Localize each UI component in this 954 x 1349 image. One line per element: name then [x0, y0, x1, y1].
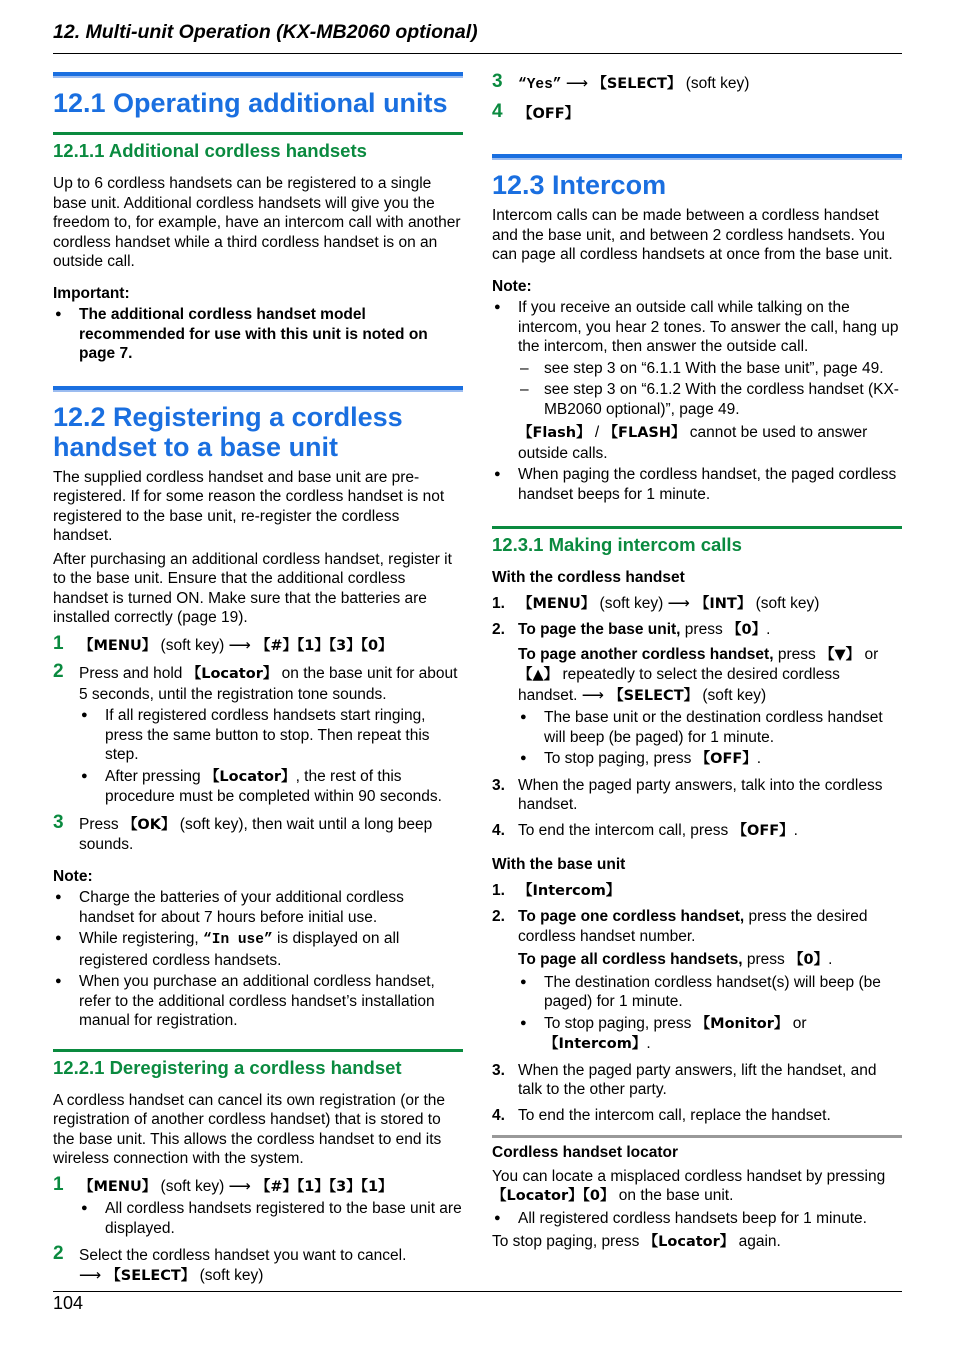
- step-line: [518, 645, 902, 707]
- subsection-bar: [53, 1049, 463, 1052]
- step-number: 1: [53, 1173, 64, 1195]
- step-text: To end the intercom call, replace the handset.: [518, 1106, 831, 1124]
- paragraph: The supplied cordless handset and base unit are pre-registered. If for some reason the cordless handset is not registered to the base unit, re-register the cordless handset.: [53, 468, 445, 544]
- flash-key-alt: 【FLASH】: [603, 425, 686, 441]
- step-2: [53, 1243, 463, 1286]
- handset-step-2: [492, 620, 902, 770]
- handset-step-1: [492, 594, 902, 615]
- arrow-icon: ⟶: [667, 594, 690, 612]
- base-step-2: [492, 907, 902, 1055]
- step-bullet: ● If all registered cordless handsets start ringing, press the same button to stop. Then repeat this step.: [79, 706, 463, 765]
- int-key: 【INT】: [689, 595, 752, 612]
- step-number: 2.: [492, 621, 505, 638]
- menu-key: 【MENU】: [518, 595, 596, 612]
- paragraph: Intercom calls can be made between a cordless handset and the base unit, and between 2 cordless handsets. You can page all cordless handsets at once from the base unit.: [492, 207, 893, 263]
- base-step-4: [492, 1106, 902, 1126]
- subheading-handset: With the cordless handset: [492, 569, 685, 586]
- bullet-text: cannot be used to answer outside calls.: [518, 424, 868, 462]
- step-text: (soft key): [751, 594, 820, 612]
- step-text: (soft key): [681, 75, 750, 92]
- important-label: Important:: [53, 284, 130, 302]
- intercom-key: 【Intercom】: [518, 882, 621, 899]
- step-text: press: [742, 951, 790, 968]
- display-text: “In use”: [203, 932, 273, 948]
- step-3: [492, 71, 902, 96]
- bullet-text: or: [788, 1014, 807, 1032]
- step-text: .: [828, 951, 833, 968]
- base-step-3: [492, 1061, 902, 1100]
- note-bullet: ● Charge the batteries of your additional cordless handset for about 7 hours before initial use.: [53, 888, 463, 927]
- note-bullet: ● When paging the cordless handset, the paged cordless handset beeps for 1 minute.: [492, 465, 902, 504]
- divider: [492, 1135, 902, 1138]
- footer-rule: [53, 1291, 902, 1292]
- step-text: press: [680, 621, 727, 638]
- body-text: again.: [734, 1233, 781, 1250]
- step-text: on the base unit for about 5 seconds, until the registration tone sounds.: [79, 665, 458, 703]
- menu-key: 【MENU】: [79, 637, 157, 654]
- step-bullet: [518, 749, 902, 770]
- section-bar: [492, 154, 902, 160]
- step-4: [492, 100, 902, 125]
- step-text: (soft key): [595, 594, 668, 612]
- bullet-text: To stop paging, press: [544, 750, 696, 767]
- arrow-icon: ⟶: [228, 636, 251, 654]
- step-bullet: ● The destination cordless handset(s) will beep (be paged) for 1 minute.: [518, 973, 902, 1012]
- step-number: 1: [53, 632, 64, 654]
- step-text: .: [766, 621, 771, 638]
- note-flash-text: [518, 423, 902, 463]
- subsection-title-12-2-1: 12.2.1 Deregistering a cordless handset: [53, 1056, 402, 1078]
- important-bullet: ● The additional cordless handset model recommended for use with this unit is noted on page 7.: [53, 305, 463, 364]
- off-key: 【OFF】: [695, 751, 757, 767]
- step-2: [53, 661, 463, 807]
- zero-key: 【0】: [789, 952, 829, 968]
- step-text: .: [793, 821, 798, 839]
- note-label: Note:: [492, 277, 532, 295]
- step-number: 3.: [492, 1061, 505, 1079]
- step-1: [53, 1173, 463, 1239]
- subsection-title-12-1-1: 12.1.1 Additional cordless handsets: [53, 140, 367, 161]
- note-bullet: ● When you purchase an additional cordless handset, refer to the additional cordless handset’s installation manual for registration.: [53, 972, 463, 1031]
- step-number: 3: [53, 811, 64, 833]
- step-number: 3: [492, 71, 503, 92]
- subsection-title-12-3-1: 12.3.1 Making intercom calls: [492, 534, 742, 555]
- select-key: 【SELECT】: [604, 687, 699, 704]
- down-key: 【▼】: [820, 646, 861, 663]
- ok-key: 【OK】: [122, 816, 176, 833]
- bullet-text: , the rest of this procedure must be completed within 90 seconds.: [105, 767, 442, 805]
- separator: /: [590, 424, 604, 441]
- step-number: 2: [53, 1243, 64, 1264]
- step-number: 2.: [492, 908, 505, 925]
- step-bold-text: To page another cordless handset,: [518, 645, 774, 663]
- monitor-key: 【Monitor】: [695, 1015, 789, 1032]
- bullet-text: To stop paging, press: [544, 1014, 696, 1032]
- body-text: To stop paging, press: [492, 1233, 644, 1250]
- step-3: [53, 811, 463, 855]
- step-text: press the desired cordless handset number.: [518, 908, 868, 945]
- step-bullet: [518, 1014, 902, 1055]
- section-title-12-3: 12.3 Intercom: [492, 170, 667, 200]
- step-text: press: [773, 645, 821, 663]
- step-number: 1.: [492, 881, 505, 899]
- locator-bullet: ● All registered cordless handsets beep for 1 minute.: [492, 1209, 902, 1229]
- subsection-bar: [492, 526, 902, 529]
- locator-key: 【Locator】: [204, 768, 296, 785]
- zero-key: 【0】: [727, 622, 767, 638]
- arrow-icon: ⟶: [79, 1266, 102, 1284]
- step-bullet: [79, 767, 463, 807]
- step-line: [518, 950, 902, 971]
- step-number: 3.: [492, 776, 505, 794]
- locator-key: 【Locator】: [643, 1234, 735, 1250]
- paragraph: A cordless handset can cancel its own registration (or the registration of another cordless handset) that is stored to the base unit. This allows the cordless handset to end its wireless connection with the system.: [53, 1091, 446, 1167]
- arrow-icon: ⟶: [228, 1177, 251, 1195]
- header-rule: [53, 53, 902, 54]
- body-text: You can locate a misplaced cordless handset by pressing: [492, 1167, 886, 1185]
- step-bullet: ● All cordless handsets registered to the base unit are displayed.: [79, 1199, 463, 1238]
- locator-heading: Cordless handset locator: [492, 1144, 679, 1161]
- step-number: 4.: [492, 821, 505, 839]
- bullet-text: After pressing: [105, 767, 205, 785]
- arrow-icon: ⟶: [561, 75, 593, 92]
- flash-key: 【Flash】: [518, 425, 591, 441]
- paragraph: [492, 1232, 902, 1253]
- step-bold-text: To page one cordless handset,: [518, 908, 745, 925]
- key-sequence: 【#】【1】【3】【0】: [250, 637, 393, 654]
- bullet-text: .: [646, 1035, 651, 1052]
- off-key: 【OFF】: [732, 822, 794, 839]
- right-column: [492, 71, 902, 1253]
- bullet-text: If you receive an outside call while talking on the intercom, you hear 2 tones. To answer the call, hang up the intercom, then answer the outside call.: [518, 299, 899, 355]
- step-text: (soft key): [698, 686, 767, 704]
- step-text: Press: [79, 815, 123, 833]
- step-text: When the paged party answers, lift the handset, and talk to the other party.: [518, 1061, 877, 1098]
- display-text: “Yes”: [518, 77, 562, 93]
- section-title-12-1: 12.1 Operating additional units: [53, 88, 448, 118]
- locator-zero-key: 【Locator】【0】: [492, 1188, 615, 1204]
- note-bullet: [492, 298, 902, 463]
- paragraph: [492, 1167, 902, 1207]
- note-dash-item: – see step 3 on “6.1.2 With the cordless handset (KX-MB2060 optional)”, page 49.: [518, 380, 902, 419]
- step-bold-text: To page all cordless handsets,: [518, 951, 743, 968]
- step-text: (soft key): [195, 1266, 264, 1284]
- up-key: 【▲】: [518, 667, 559, 683]
- bullet-text: While registering,: [79, 930, 204, 947]
- select-key: 【SELECT】: [592, 76, 682, 92]
- body-text: on the base unit.: [614, 1187, 734, 1204]
- section-title-12-2: 12.2 Registering a cordless handset to a base unit: [53, 401, 403, 462]
- step-text: (soft key): [156, 636, 229, 654]
- step-text: Press and hold: [79, 665, 187, 682]
- paragraph: Up to 6 cordless handsets can be registered to a single base unit. Additional cordless handsets will give you the freedom to, for example, have an intercom call with another cordless handset while a third cordless handset is on an outside call.: [53, 175, 461, 270]
- section-bar: [53, 72, 463, 78]
- step-text: repeatedly to select the desired cordless handset.: [518, 666, 840, 704]
- subsection-bar: [53, 132, 463, 135]
- intercom-key: 【Intercom】: [544, 1036, 647, 1052]
- key-sequence: 【#】【1】【3】【1】: [250, 1178, 393, 1195]
- step-number: 4.: [492, 1106, 505, 1124]
- step-number: 1.: [492, 594, 505, 612]
- off-key: 【OFF】: [518, 105, 580, 122]
- bullet-text: .: [756, 750, 762, 767]
- step-text: When the paged party answers, talk into the cordless handset.: [518, 776, 883, 813]
- note-label: Note:: [53, 867, 93, 885]
- page-header-title: 12. Multi-unit Operation (KX-MB2060 optional): [53, 21, 478, 43]
- select-key: 【SELECT】: [101, 1267, 196, 1284]
- section-bar: [53, 386, 463, 392]
- page-number: 104: [53, 1293, 84, 1313]
- step-text: To end the intercom call, press: [518, 821, 733, 839]
- note-bullet: [53, 929, 463, 970]
- subheading-base-unit: With the base unit: [492, 856, 626, 873]
- menu-key: 【MENU】: [79, 1178, 157, 1195]
- locator-key: 【Locator】: [186, 666, 278, 682]
- step-text: or: [860, 645, 879, 663]
- step-number: 4: [492, 100, 503, 122]
- base-step-1: [492, 881, 902, 902]
- step-bold-text: To page the base unit,: [518, 621, 681, 638]
- step-text: Select the cordless handset you want to cancel.: [79, 1247, 407, 1264]
- step-text: (soft key), then wait until a long beep sounds.: [79, 815, 433, 853]
- bullet-text: is displayed on all registered cordless handsets.: [79, 930, 400, 969]
- handset-step-4: [492, 821, 902, 842]
- handset-step-3: [492, 776, 902, 815]
- step-text: (soft key): [156, 1177, 229, 1195]
- step-1: [53, 632, 463, 657]
- left-column: [53, 72, 463, 1286]
- note-dash-item: – see step 3 on “6.1.1 With the base unit”, page 49.: [518, 359, 902, 379]
- paragraph: After purchasing an additional cordless handset, register it to the base unit. Ensure that the additional cordless handset is turned ON. Make sure that the batteries are installed correctly (page 19).: [53, 550, 452, 626]
- step-bullet: ● The base unit or the destination cordless handset will beep (be paged) for 1 minute.: [518, 708, 902, 747]
- arrow-icon: ⟶: [581, 686, 605, 704]
- step-number: 2: [53, 661, 64, 682]
